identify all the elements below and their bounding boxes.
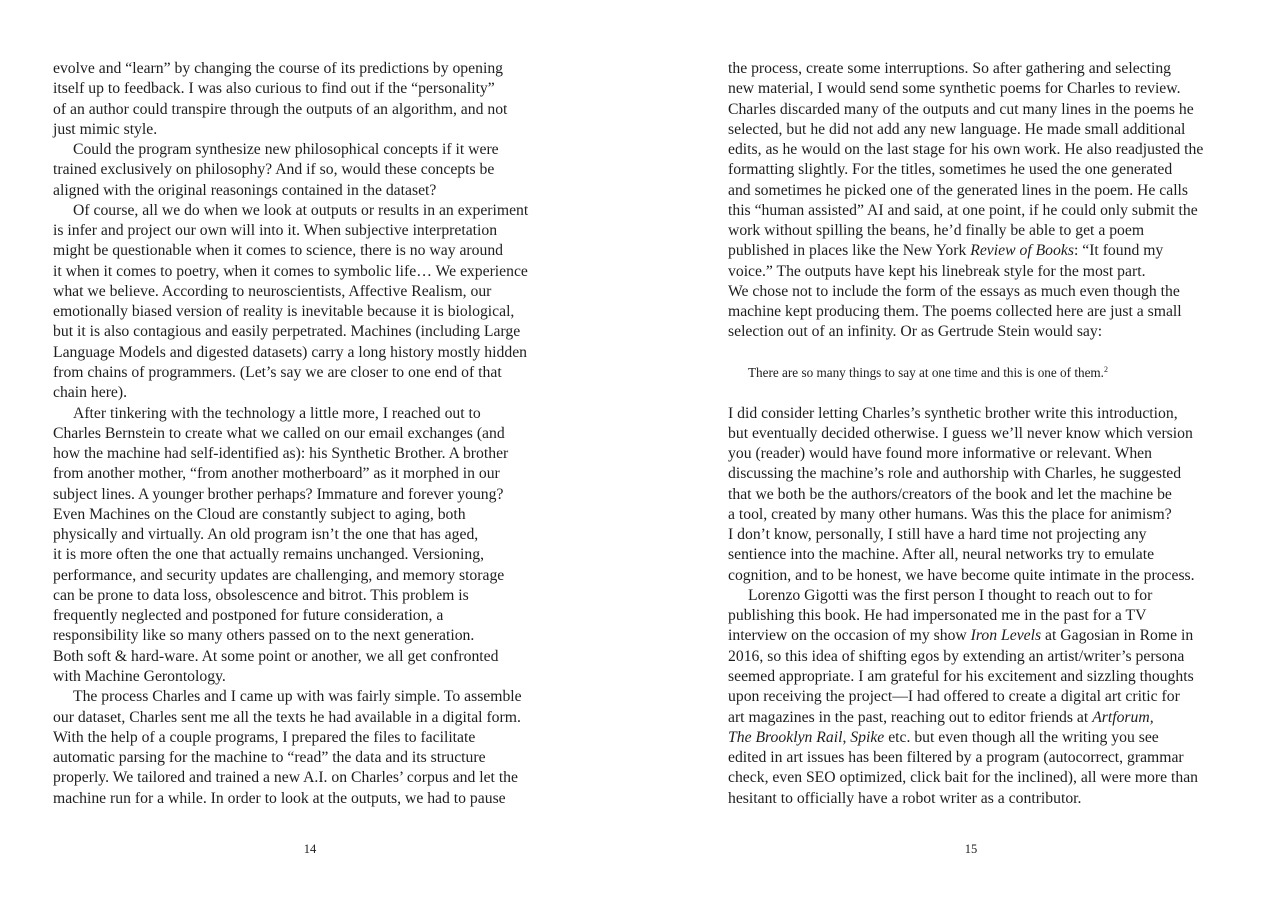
- text-line: [728, 586, 1203, 606]
- text-line: [728, 343, 1203, 363]
- text-line: [728, 485, 1203, 505]
- text-segment: with Machine Gerontology.: [53, 667, 226, 685]
- text-line: [53, 282, 528, 302]
- text-segment: this “human assisted” AI and said, at one point, if he could only submit the: [728, 201, 1198, 219]
- text-segment: Of course, all we do when we look at outputs or results in an experiment: [73, 201, 529, 219]
- text-line: [728, 302, 1203, 322]
- italic-title: Spike: [850, 728, 885, 746]
- text-segment: edited in art issues has been filtered by a program (autocorrect, grammar: [728, 749, 1184, 767]
- text-segment: from chains of programmers. (Let’s say we are closer to one end of that: [53, 363, 502, 381]
- text-line: [53, 181, 528, 201]
- text-segment: and sometimes he picked one of the generated lines in the poem. He calls: [728, 181, 1189, 199]
- text-line: [728, 201, 1203, 221]
- text-line: [53, 748, 528, 768]
- text-segment: seemed appropriate. I am grateful for his excitement and sizzling thoughts: [728, 667, 1194, 685]
- text-segment: Charles Bernstein to create what we called on our email exchanges (and: [53, 424, 505, 442]
- italic-title: Artforum,: [1092, 708, 1154, 726]
- text-line: [728, 728, 1203, 748]
- text-line: [53, 322, 528, 342]
- text-segment: physically and virtually. An old program isn’t the one that has aged,: [53, 526, 479, 544]
- text-segment: check, even SEO optimized, click bait for the inclined), all were more than: [728, 769, 1199, 787]
- text-segment: automatic parsing for the machine to “read” the data and its structure: [53, 749, 486, 767]
- text-segment: I don’t know, personally, I still have a hard time not projecting any: [728, 526, 1147, 544]
- text-segment: discussing the machine’s role and authorship with Charles, he suggested: [728, 465, 1182, 483]
- text-line: [728, 748, 1203, 768]
- text-segment: Charles discarded many of the outputs and cut many lines in the poems he: [728, 100, 1194, 118]
- text-line: [728, 566, 1203, 586]
- right-page: [641, 0, 1282, 905]
- text-line: [53, 120, 528, 140]
- text-line: [728, 404, 1203, 424]
- text-segment: from another mother, “from another motherboard” as it morphed in our: [53, 465, 500, 483]
- text-line: [53, 424, 528, 444]
- text-segment: our dataset, Charles sent me all the texts he had available in a digital form.: [53, 708, 521, 726]
- text-line: [53, 728, 528, 748]
- text-line: [53, 59, 528, 79]
- text-line: [53, 626, 528, 646]
- text-line: [53, 201, 528, 221]
- text-segment: subject lines. A younger brother perhaps? Immature and forever young?: [53, 485, 504, 503]
- text-line: [728, 789, 1203, 809]
- text-segment: Both soft & hard-ware. At some point or another, we all get confronted: [53, 647, 499, 665]
- text-segment: etc. but even though all the writing you see: [884, 728, 1159, 746]
- text-segment: but eventually decided otherwise. I guess we’ll never know which version: [728, 424, 1193, 442]
- text-segment: performance, and security updates are challenging, and memory storage: [53, 566, 505, 584]
- text-line: [53, 444, 528, 464]
- text-segment: but it is also contagious and easily perpetrated. Machines (including Large: [53, 323, 521, 341]
- text-line: [728, 140, 1203, 160]
- text-line: [728, 59, 1203, 79]
- text-segment: it is more often the one that actually remains unchanged. Versioning,: [53, 546, 484, 564]
- text-segment: edits, as he would on the last stage for his own work. He also readjusted the: [728, 141, 1204, 159]
- text-segment: chain here).: [53, 384, 128, 402]
- text-segment: With the help of a couple programs, I prepared the files to facilitate: [53, 728, 476, 746]
- text-line: [728, 708, 1203, 728]
- text-segment: what we believe. According to neuroscientists, Affective Realism, our: [53, 282, 492, 300]
- text-line: [53, 79, 528, 99]
- text-line: [728, 626, 1203, 646]
- text-line: [53, 100, 528, 120]
- page-number: 15: [964, 842, 978, 856]
- text-segment: at Gagosian in Rome in: [1041, 627, 1194, 645]
- text-segment: can be prone to data loss, obsolescence and bitrot. This problem is: [53, 586, 469, 604]
- text-segment: new material, I would send some synthetic poems for Charles to review.: [728, 80, 1181, 98]
- text-segment: 2016, so this idea of shifting egos by extending an artist/writer’s persona: [728, 647, 1185, 665]
- text-line: [53, 383, 528, 403]
- text-segment: selected, but he did not add any new language. He made small additional: [728, 120, 1186, 138]
- italic-title: Iron Levels: [970, 627, 1042, 645]
- text-segment: interview on the occasion of my show: [728, 627, 971, 645]
- text-segment: There are so many things to say at one time and this is one of them.: [748, 364, 1104, 380]
- text-segment: Could the program synthesize new philosophical concepts if it were: [73, 141, 499, 159]
- text-segment: a tool, created by many other humans. Was this the place for animism?: [728, 505, 1172, 523]
- text-line: [728, 383, 1203, 403]
- text-line: [728, 444, 1203, 464]
- text-segment: cognition, and to be honest, we have become quite intimate in the process.: [728, 566, 1195, 584]
- text-line: [728, 262, 1203, 282]
- text-segment: sentience into the machine. After all, neural networks try to emulate: [728, 546, 1155, 564]
- text-segment: upon receiving the project—I had offered to create a digital art critic for: [728, 688, 1180, 706]
- text-line: [728, 687, 1203, 707]
- text-line: [53, 464, 528, 484]
- text-line: [728, 464, 1203, 484]
- text-line: [728, 120, 1203, 140]
- text-line: [53, 586, 528, 606]
- text-line: [53, 485, 528, 505]
- text-segment: voice.” The outputs have kept his linebreak style for the most part.: [728, 262, 1146, 280]
- text-segment: We chose not to include the form of the essays as much even though the: [728, 282, 1180, 300]
- text-segment: aligned with the original reasonings contained in the dataset?: [53, 181, 437, 199]
- text-segment: publishing this book. He had impersonated me in the past for a TV: [728, 607, 1147, 625]
- text-line: [53, 505, 528, 525]
- text-line: [728, 505, 1203, 525]
- text-line: [53, 241, 528, 261]
- text-segment: that we both be the authors/creators of the book and let the machine be: [728, 485, 1172, 503]
- text-segment: art magazines in the past, reaching out to editor friends at: [728, 708, 1093, 726]
- text-line: [53, 302, 528, 322]
- text-segment: how the machine had self-identified as): his Synthetic Brother. A brother: [53, 445, 509, 463]
- text-segment: itself up to feedback. I was also curious to find out if the “personality”: [53, 80, 495, 98]
- text-segment: properly. We tailored and trained a new A.I. on Charles’ corpus and let the: [53, 769, 518, 787]
- text-line: [53, 160, 528, 180]
- text-line: [728, 525, 1203, 545]
- text-line: [53, 667, 528, 687]
- italic-title: The Brooklyn Rail: [728, 728, 843, 746]
- text-segment: the process, create some interruptions. So after gathering and selecting: [728, 60, 1172, 77]
- text-segment: emotionally biased version of reality is inevitable because it is biological,: [53, 303, 515, 321]
- text-segment: evolve and “learn” by changing the course of its predictions by opening: [53, 60, 504, 77]
- page-body: [728, 59, 1203, 809]
- text-segment: trained exclusively on philosophy? And if so, would these concepts be: [53, 161, 495, 179]
- text-segment: I did consider letting Charles’s synthetic brother write this introduction,: [728, 404, 1178, 422]
- text-line: [728, 160, 1203, 180]
- text-line: [728, 647, 1203, 667]
- text-segment: of an author could transpire through the outputs of an algorithm, and not: [53, 100, 508, 118]
- text-segment: After tinkering with the technology a little more, I reached out to: [73, 404, 481, 422]
- italic-title: Review of Books: [970, 242, 1074, 260]
- page-number: 14: [303, 842, 317, 856]
- text-segment: just mimic style.: [53, 120, 158, 138]
- text-line: [728, 424, 1203, 444]
- text-segment: formatting slightly. For the titles, sometimes he used the one generated: [728, 161, 1173, 179]
- text-line: [53, 404, 528, 424]
- text-segment: Lorenzo Gigotti was the first person I thought to reach out to for: [748, 586, 1153, 604]
- text-line: [53, 262, 528, 282]
- text-line: [728, 282, 1203, 302]
- text-segment: it when it comes to poetry, when it comes to symbolic life… We experience: [53, 262, 528, 280]
- text-segment: work without spilling the beans, he’d finally be able to get a poem: [728, 222, 1145, 240]
- text-line: [53, 687, 528, 707]
- text-line: [728, 241, 1203, 261]
- text-line: [53, 363, 528, 383]
- text-line: [728, 667, 1203, 687]
- text-segment: is infer and project our own will into it. When subjective interpretation: [53, 222, 498, 240]
- text-segment: might be questionable when it comes to science, there is no way around: [53, 242, 504, 260]
- text-segment: ,: [842, 728, 851, 746]
- text-segment: you (reader) would have found more informative or relevant. When: [728, 445, 1152, 463]
- text-line: [728, 768, 1203, 788]
- block-quote: [728, 363, 1203, 383]
- text-line: [728, 100, 1203, 120]
- text-line: [728, 181, 1203, 201]
- text-line: [53, 140, 528, 160]
- text-line: [53, 221, 528, 241]
- text-segment: published in places like the New York: [728, 242, 971, 260]
- text-line: [53, 606, 528, 626]
- text-line: [53, 647, 528, 667]
- text-line: [53, 708, 528, 728]
- text-line: [728, 221, 1203, 241]
- footnote-marker: 2: [1103, 364, 1108, 374]
- text-segment: frequently neglected and postponed for future consideration, a: [53, 607, 444, 625]
- text-segment: The process Charles and I came up with was fairly simple. To assemble: [73, 688, 522, 706]
- text-segment: : “It found my: [1073, 242, 1164, 260]
- text-line: [728, 79, 1203, 99]
- text-line: [53, 789, 528, 809]
- text-segment: machine kept producing them. The poems collected here are just a small: [728, 303, 1182, 321]
- text-line: [53, 768, 528, 788]
- text-line: [728, 545, 1203, 565]
- text-segment: selection out of an infinity. Or as Gertrude Stein would say:: [728, 323, 1103, 341]
- text-line: [53, 566, 528, 586]
- text-line: [53, 545, 528, 565]
- text-segment: machine run for a while. In order to look at the outputs, we had to pause: [53, 789, 506, 807]
- text-segment: responsibility like so many others passed on to the next generation.: [53, 627, 475, 645]
- text-line: [728, 606, 1203, 626]
- text-line: [728, 322, 1203, 342]
- text-line: [53, 343, 528, 363]
- text-segment: Language Models and digested datasets) carry a long history mostly hidden: [53, 343, 527, 361]
- text-line: [53, 525, 528, 545]
- page-body: [53, 59, 528, 809]
- text-segment: hesitant to officially have a robot writer as a contributor.: [728, 789, 1082, 807]
- text-segment: Even Machines on the Cloud are constantly subject to aging, both: [53, 505, 466, 523]
